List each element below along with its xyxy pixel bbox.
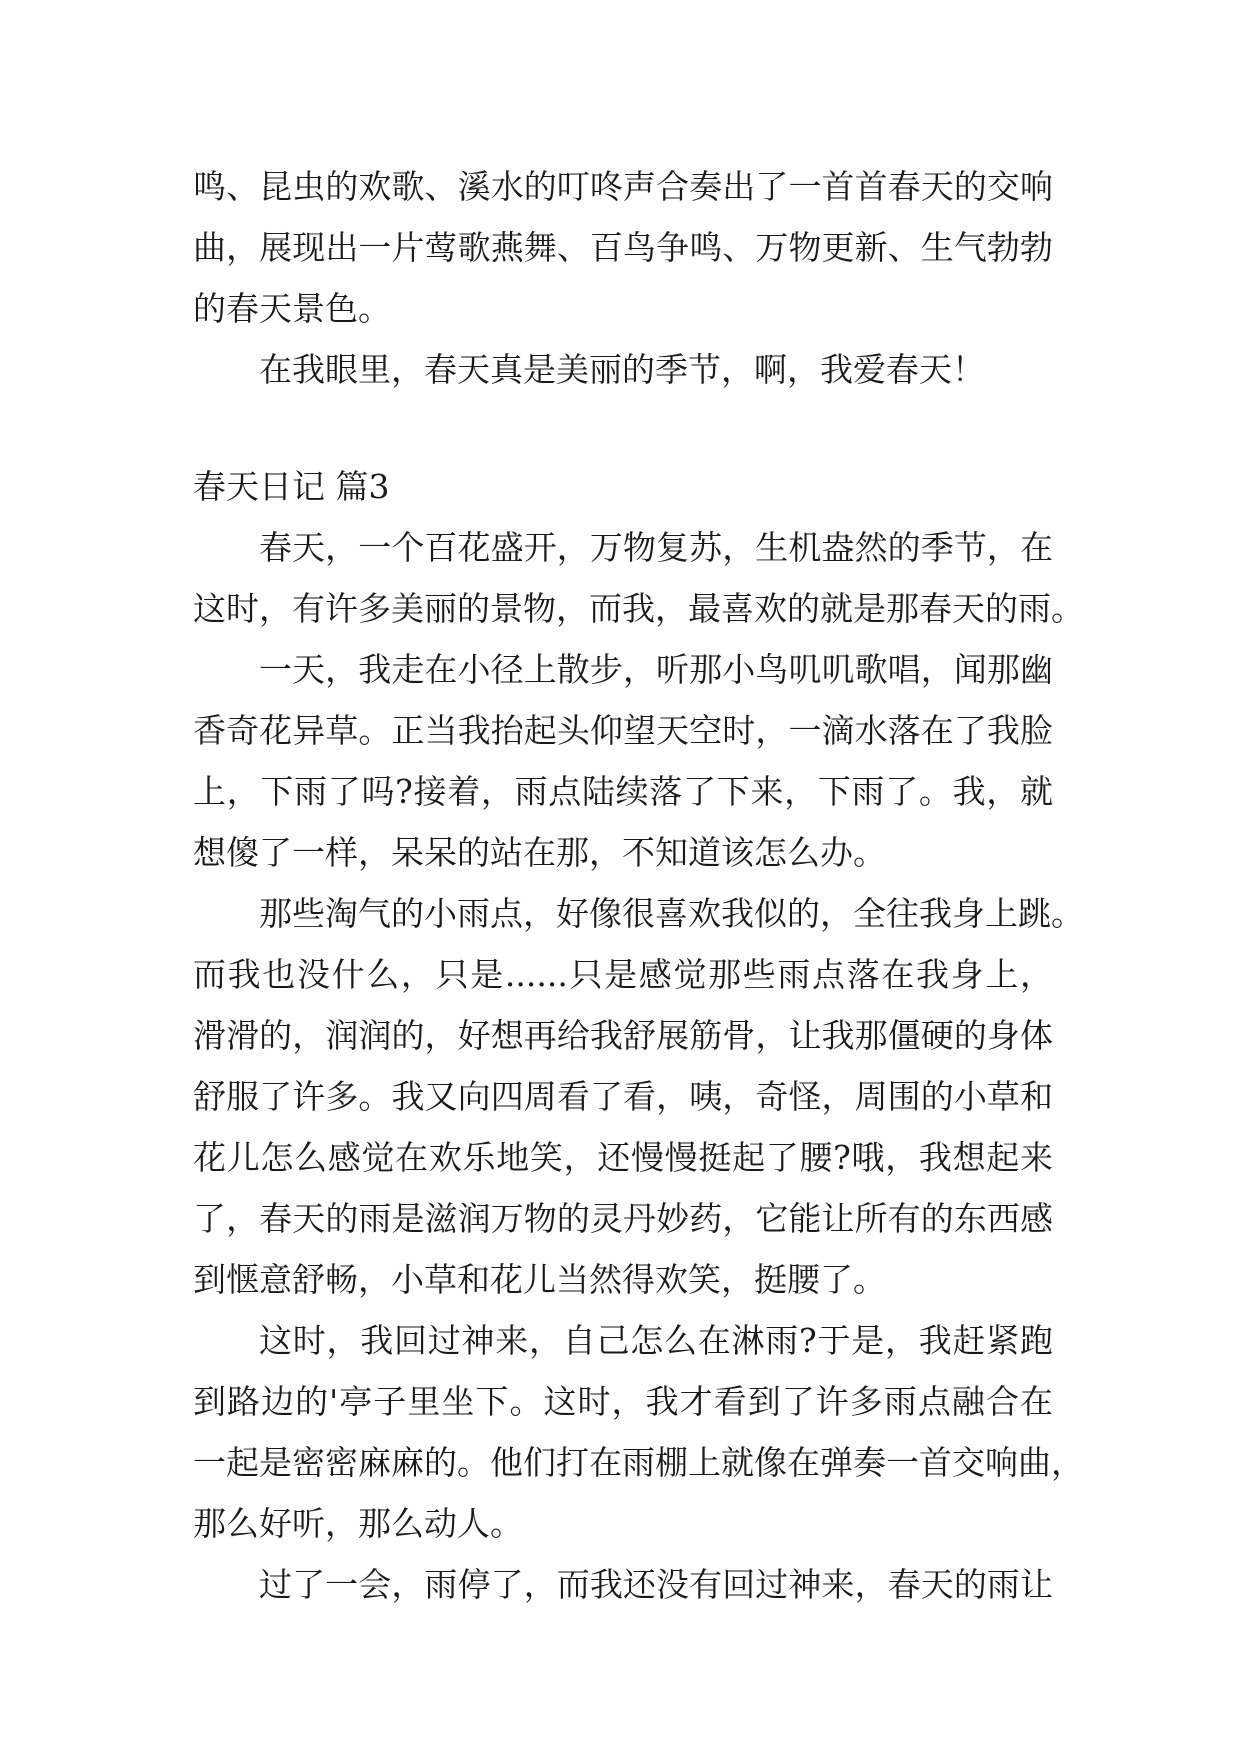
text-line: 一起是密密麻麻的。他们打在雨棚上就像在弹奏一首交响曲， <box>193 1443 1084 1482</box>
text-line: 那些淘气的小雨点，好像很喜欢我似的，全往我身上跳。 <box>259 894 1084 933</box>
section-title: 春天日记 篇3 <box>193 467 390 506</box>
text-line: 而我也没什么，只是......只是感觉那些雨点落在我身上， <box>193 955 1053 994</box>
text-line: 花儿怎么感觉在欢乐地笑，还慢慢挺起了腰?哦，我想起来 <box>193 1138 1053 1177</box>
document-body <box>193 156 1084 1615</box>
text-line: 这时，有许多美丽的景物，而我，最喜欢的就是那春天的雨。 <box>193 589 1084 628</box>
text-line: 想傻了一样，呆呆的站在那，不知道该怎么办。 <box>193 833 886 872</box>
text-line: 滑滑的，润润的，好想再给我舒展筋骨，让我那僵硬的身体 <box>193 1016 1053 1055</box>
text-line: 到惬意舒畅，小草和花儿当然得欢笑，挺腰了。 <box>193 1260 886 1299</box>
text-line: 鸣、昆虫的欢歌、溪水的叮咚声合奏出了一首首春天的交响 <box>193 167 1053 206</box>
text-line: 上，下雨了吗?接着，雨点陆续落了下来，下雨了。我，就 <box>193 772 1053 811</box>
text-line: 在我眼里，春天真是美丽的季节，啊，我爱春天！ <box>259 350 985 389</box>
text-line: 香奇花异草。正当我抬起头仰望天空时，一滴水落在了我脸 <box>193 711 1053 750</box>
section-gap <box>193 400 1053 456</box>
text-line: 过了一会，雨停了，而我还没有回过神来，春天的雨让 <box>259 1565 1053 1604</box>
text-line: 那么好听，那么动人。 <box>193 1504 523 1543</box>
text-line: 春天，一个百花盛开，万物复苏，生机盎然的季节，在 <box>259 528 1053 567</box>
text-line: 的春天景色。 <box>193 289 391 328</box>
text-line: 一天，我走在小径上散步，听那小鸟叽叽歌唱，闻那幽 <box>259 650 1053 689</box>
text-line: 曲，展现出一片莺歌燕舞、百鸟争鸣、万物更新、生气勃勃 <box>193 228 1053 267</box>
text-line: 舒服了许多。我又向四周看了看，咦，奇怪，周围的小草和 <box>193 1077 1053 1116</box>
text-line: 到路边的'亭子里坐下。这时，我才看到了许多雨点融合在 <box>193 1382 1053 1421</box>
text-line: 这时，我回过神来，自己怎么在淋雨?于是，我赶紧跑 <box>259 1321 1053 1360</box>
text-line: 了，春天的雨是滋润万物的灵丹妙药，它能让所有的东西感 <box>193 1199 1053 1238</box>
